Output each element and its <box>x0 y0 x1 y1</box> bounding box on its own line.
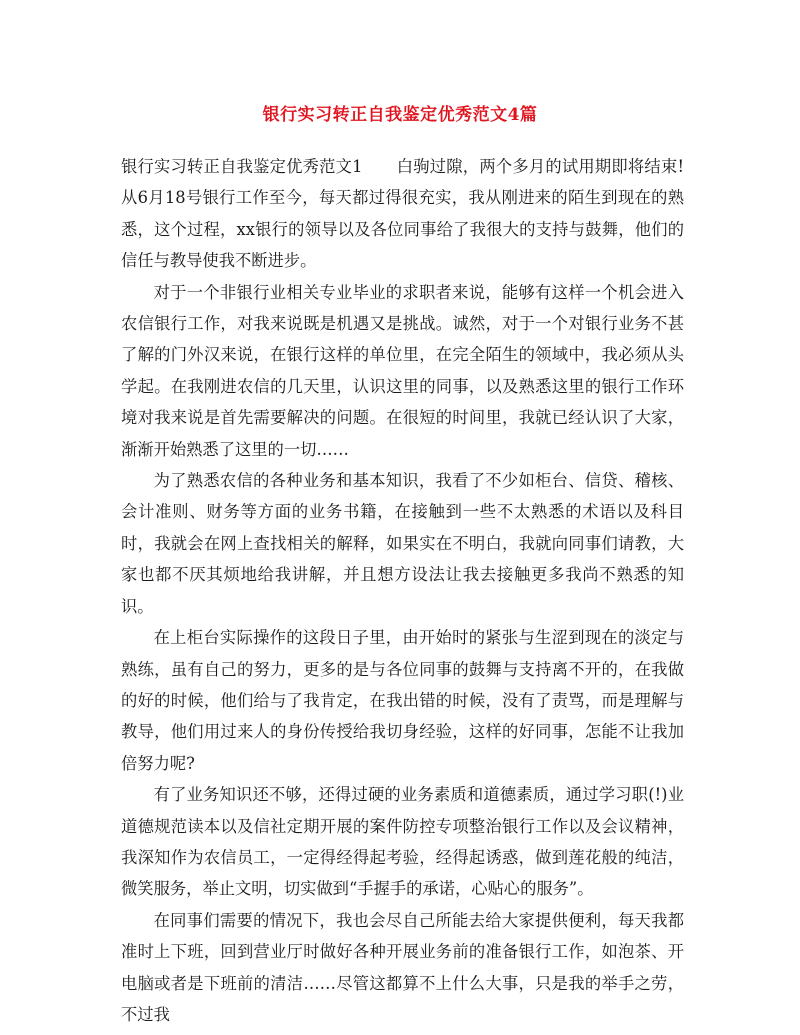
paragraph-6: 在同事们需要的情况下，我也会尽自己所能去给大家提供便利，每天我都准时上下班，回到营业厅时做好各种开展业务前的准备银行工作，如泡茶、开电脑或者是下班前的清洁……尽管这都算不上什么大事，只是我的举手之劳，不过我 <box>121 910 684 1024</box>
paragraph-1-text: 白驹过隙，两个多月的试用期即将结束!从6月18号银行工作至今，每天都过得很充实，我从刚进来的陌生到现在的熟悉，这个过程，xx银行的领导以及各位同事给了我很大的支持与鼓舞，他们的信任与教导使我不断进步。 <box>121 157 684 271</box>
document-body <box>121 151 684 1030</box>
paragraph-3: 为了熟悉农信的各种业务和基本知识，我看了不少如柜台、信贷、稽核、会计准则、财务等方面的业务书籍，在接触到一些不太熟悉的术语以及科目时，我就会在网上查找相关的解释，如果实在不明白，我就向同事们请教，大家也都不厌其烦地给我讲解，并且想方设法让我去接触更多我尚不熟悉的知识。 <box>121 471 684 616</box>
document-title: 银行实习转正自我鉴定优秀范文4篇 <box>262 105 538 125</box>
paragraph-4: 在上柜台实际操作的这段日子里，由开始时的紧张与生涩到现在的淡定与熟练，虽有自己的努力，更多的是与各位同事的鼓舞与支持离不开的，在我做的好的时候，他们给与了我肯定，在我出错的时候，没有了责骂，而是理解与教导，他们用过来人的身份传授给我切身经验，这样的好同事，怎能不让我加倍努力呢? <box>121 628 684 773</box>
paragraph-5: 有了业务知识还不够，还得过硬的业务素质和道德素质，通过学习职(!)业道德规范读本以及信社定期开展的案件防控专项整治银行工作以及会议精神， 我深知作为农信员工，一定得经得起考验，经得起诱惑，做到莲花般的纯洁，微笑服务，举止文明，切实做到“手握手的承诺，心贴心的服务”。 <box>121 785 684 899</box>
paragraph-2: 对于一个非银行业相关专业毕业的求职者来说，能够有这样一个机会进入农信银行工作，对我来说既是机遇又是挑战。诚然，对于一个对银行业务不甚了解的门外汉来说，在银行这样的单位里，在完全陌生的领域中，我必须从头学起。在我刚进农信的几天里，认识这里的同事，以及熟悉这里的银行工作环境对我来说是首先需要解决的问题。在很短的时间里，我就已经认识了大家，渐渐开始熟悉了这里的一切…… <box>121 282 684 459</box>
paragraph-1 <box>121 151 684 277</box>
intro-label: 银行实习转正自我鉴定优秀范文1 <box>121 157 363 176</box>
